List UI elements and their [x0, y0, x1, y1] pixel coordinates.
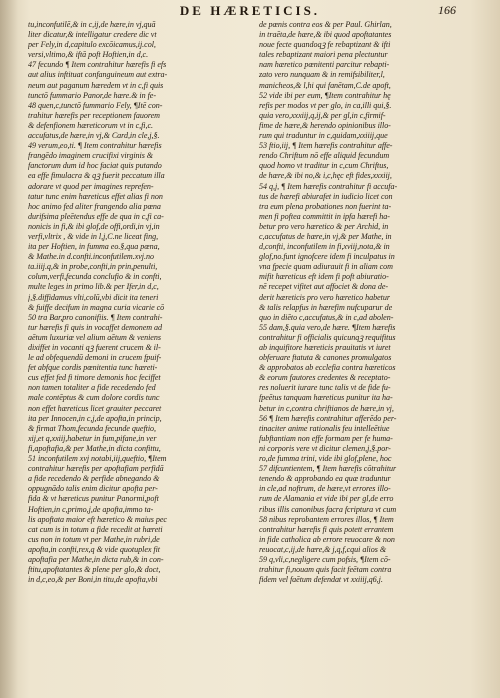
text-line: ftitu,apoftatantes & plene per glo,& doct, — [28, 565, 161, 575]
text-line: mifit hæreticus eft idem fi poft abiuratio- — [259, 272, 389, 282]
text-line: ni corporis vere vt dicitur clemen,j,§.por- — [259, 443, 391, 453]
text-line: cus non in totum vt per Mathe,in rubri,de — [28, 534, 160, 544]
text-line: d,confti, inconfutilem in fi,xviij,nota,& in — [259, 242, 390, 252]
text-line: & fuiffe decifum in magna curia vicarie cō — [28, 302, 165, 312]
text-line: fidem vel faētum defendat vt xxiiij,q6,j. — [259, 575, 383, 585]
text-line: aut alius inftituat confanguineum aut extra- — [28, 70, 168, 80]
text-line: fi,apoftafia,& per Mathe,in dicta confittu, — [28, 443, 161, 453]
text-line: noue fecte quandoqꝫ fe rebaptizant & ifti — [259, 40, 391, 50]
text-line: ro,de fumma trini, vide ibi glof,plene, hoc — [259, 454, 392, 464]
text-line: & firmat Thom,fecunda fecunde queftio, — [28, 423, 157, 433]
text-line: zato vero nunquam & in remifsibiliter,l, — [259, 70, 385, 80]
text-line: fet abfque cordis pœnitentia tunc hæreti- — [28, 363, 158, 373]
text-line: lis apoftata maior eft hæretico & maius pec — [28, 514, 167, 524]
running-title: DE HÆRETICIS. — [179, 3, 321, 18]
text-line: & talis relapfus in hærefim nufcuparur de — [259, 302, 393, 312]
text-line: in d,c,eo,& per Boni,in titu,de apofta,vbi — [28, 575, 158, 585]
text-line: tenendo & approbando ea quæ traduntur — [259, 474, 391, 484]
text-line: 49 verum,eo,ti. ¶ Item contrahitur hærefis — [28, 141, 162, 151]
text-line: nonicis in fi,& ibi glof,de offi,ordi,in vj,in — [28, 221, 160, 231]
text-line: oppugnādo talis enim dicitur apofta per- — [28, 484, 158, 494]
text-line: ita per Innocen,in c,j,de apofta,in princip, — [28, 413, 162, 423]
folio-number: 166 — [438, 3, 456, 17]
text-line: 52 vide ibi per eum, ¶Item contrahitur hę — [259, 90, 391, 100]
text-line: liter dicatur,& intelligatur credere dic vt — [28, 30, 157, 40]
text-line: Hoftien,in c,primo,j,de apofta,immo ta- — [28, 504, 154, 514]
text-line: rum de Alamania et vide ibi per gl,de erro — [259, 494, 394, 504]
text-line: 54 q,j, ¶ Item hærefis contrahitur fi accufa- — [259, 181, 398, 191]
text-line: refis per modos vt per glo, in ca,illi qui,§. — [259, 100, 392, 110]
text-line: cus effet fed fi timore demonis hoc feciffet — [28, 373, 161, 383]
text-line: trahitur fi,nouam quis facit feētam contra — [259, 565, 392, 575]
text-line: glof,no.funt ignofcere idem fi inculpatus in — [259, 252, 395, 262]
text-line: men fi poftea committit in ipfa hærefi ha- — [259, 211, 390, 221]
text-line: colum,verfi,fecunda conclufio & in confti, — [28, 272, 162, 282]
text-line: adorare vt quod per imagines reprefen- — [28, 181, 154, 191]
text-line: 47 fecundo ¶ Item contrahitur hærefis fi efs — [28, 60, 167, 70]
text-line: a fide recedendo & perfide abnegando & — [28, 474, 160, 484]
page-header — [0, 3, 500, 19]
text-line: fanctorum dum id hoc faciat quis putando — [28, 161, 162, 171]
text-line: trahitur hærefis per receptionem fauorem — [28, 110, 160, 120]
text-line: ita per Hoftien, in fumma eo.§,qua pœna, — [28, 242, 160, 252]
text-line: male contēptus & cum dolore cordis tunc — [28, 393, 160, 403]
text-line: c,accufatus de hære,in vj,& per Mathe, in — [259, 231, 392, 241]
text-line: apoftafia per Mathe,in dicta rub,& in con- — [28, 554, 164, 564]
text-line: obferuare ftatuta & canones promulgatos — [259, 353, 392, 363]
text-line: de pœnis contra eos & per Paul. Ghirlan, — [259, 20, 392, 29]
text-line: quia vero,xxxiij,q,ij,& per gl,in c,firmif- — [259, 110, 386, 120]
text-line: frangēdo imaginem crucifixi virginis & — [28, 151, 154, 161]
text-line: tales rebaptizant maiori pena plectuntur — [259, 50, 388, 60]
text-line: de hære,& ibi no,& i,c,hęc eft fides,xxxiij, — [259, 171, 392, 181]
text-line: & approbatos ab ecclefia contra hæreticos — [259, 363, 396, 373]
text-line: ab inquifitore hæreticis prauitatis vt iuret — [259, 343, 391, 352]
text-line: derit hæreticis pro vero hæretico habetur — [259, 292, 390, 302]
text-line: non effet hæreticus licet grauiter peccaret — [28, 403, 162, 413]
text-line: 58 nibus reprobantem errores illos, ¶ Item — [259, 514, 394, 524]
text-line: tatur tunc enim hæreticus effet alias fi non — [28, 191, 163, 201]
text-line: tinaciter anime rationalis feu intelleētiue — [259, 423, 390, 433]
text-line: tunctō fummario Panor,de hære.& in fe- — [28, 90, 156, 100]
text-line: vna fpecie quam adiurauit fi in aliam com — [259, 262, 393, 272]
text-line: 51 inconfutilem xvj notabi,iij,queftio, ¶Item — [28, 454, 167, 464]
text-line: aētum luxuriæ vel alium aētum & veniens — [28, 332, 161, 342]
text-line: rendo Chriftum nō effe aliquid fecundum — [259, 151, 390, 161]
text-line: 50 tra Bar,pro canonifiis. ¶ Item contrahi- — [28, 312, 163, 322]
text-line: nē recepet vifitet aut affociet & dona de- — [259, 282, 389, 292]
text-line: quod homo vt traditur in c,cum Chriftus, — [259, 161, 389, 171]
text-line: fime de hære,& herendo opinionibus illo- — [259, 120, 391, 130]
text-line: betur in c,contra chriftianos de hære,in vj, — [259, 403, 394, 413]
text-line: hoc animo fed aliter frangendo alia pœna — [28, 201, 161, 211]
text-line: per Fely,in d,capitulo excōicamus,ij.col, — [28, 40, 156, 50]
text-line: rum qui traduntur in c,quidam,xxiiij,que — [259, 131, 388, 141]
text-line: tur hærefis fi quis in vocaffet demonem ad — [28, 322, 163, 332]
text-line: fpeētus tanquam hæreticus punitur ita ha- — [259, 393, 393, 403]
text-line: in fide catholica ab errore reuocare & non — [259, 534, 395, 544]
text-line: multe leges in primo lib.& per Ifer,in d,c, — [28, 282, 159, 292]
text-line: in cle,ad noftrum, de hære,vt errores illo- — [259, 484, 391, 494]
text-line: j,§.diffidamus vlti,colū,vbi dicit ita teneri — [28, 292, 159, 302]
text-line: contrahitur fi officialis quicunqꝫ requifitus — [259, 332, 396, 342]
text-line: ea effe fimulacra & qꝫ fuerit peccatum illa — [28, 171, 165, 181]
text-line: le ad obfequendū demoni in crucem fpuif- — [28, 353, 162, 363]
text-line: 48 quen,c,tunctō fummario Fely, ¶Itē con- — [28, 100, 163, 110]
text-line: 59 q,vli,c,negligere cum pofsis, ¶Item cō- — [259, 554, 391, 564]
text-line: res noluerit iurare tunc talis vt de fide fu- — [259, 383, 391, 393]
text-line: in traēta,de hære,& ibi quod apoftatantes — [259, 30, 392, 40]
text-line: manicheos,& l,hi qui fanētam,C.de apoft, — [259, 80, 391, 90]
text-line: apofta,in confti,rex,q & vide quotuplex fit — [28, 544, 160, 554]
text-line: 55 dam,§.quia vero,de hære. ¶Item hærefis — [259, 322, 396, 332]
text-line: 57 difcuntientem, ¶ Item hærefis cōtrahitur — [259, 464, 397, 474]
text-line: ribus illis canonibus facra fcriptura vt cum — [259, 504, 397, 514]
text-line: tra eum plena probationes non fuerint ta- — [259, 201, 392, 211]
text-line: & defenfionem hæreticorum vt in c,fi,c. — [28, 120, 153, 130]
text-line: & Mathe.in d.confti.inconfutilem.xvj.no — [28, 252, 154, 262]
text-line: tus de hærefi abiurafet in iudicio licet con — [259, 191, 393, 201]
text-line: nam hæretico pœnitenti parcitur rebapti- — [259, 60, 390, 70]
text-line: xij,et q,xxiij,habetur in fum,pifane,in ver — [28, 433, 157, 443]
text-line: quo in diēto c,accufatus,& in c,ad abolen- — [259, 312, 394, 322]
text-line: & eorum fautores credentes & receptato- — [259, 373, 391, 383]
left-text-column — [28, 20, 240, 585]
text-line: verfi,vltrix , & vide in l,j,C.ne liceat fing, — [28, 231, 159, 241]
text-line: fida & vt hæreticus punitur Panormi,poft — [28, 494, 159, 504]
text-line: reuocat,c,ij,de hære,& j,q,f,cqui alios & — [259, 544, 387, 554]
text-line: contrahitur hærefis fi quis potett errantem — [259, 524, 394, 534]
text-line: fubftantiam non effe formam per fe huma- — [259, 433, 393, 443]
right-text-column — [259, 20, 471, 585]
text-line: tu,inconfutilē,& in c,ij,de hære,in vj,quā — [28, 20, 156, 29]
text-line: neum aut paganum hæredem vt in c,fi quis — [28, 80, 164, 90]
text-line: contrahitur hærefis per apoftafiam perfidā — [28, 464, 164, 474]
text-line: betur pro vero hæretico & per Archid, in — [259, 221, 389, 231]
text-line: 56 ¶ Item hærefis contrahitur afferēdo per- — [259, 413, 397, 423]
text-line: durifsima pleētendus effe de qua in c,fi ca- — [28, 211, 164, 221]
text-line: accufatus,de hære,in vj,& Card,in cle,j,§. — [28, 131, 160, 141]
text-line: non tamen totaliter a fide recedendo fed — [28, 383, 156, 393]
page-gutter-shadow — [0, 0, 18, 698]
text-line: cat cum is in totum a fide recedit at hæreti — [28, 524, 163, 534]
text-line: 53 ftio,iij, ¶ Item hærefis contrahitur affe- — [259, 141, 393, 151]
text-line: dixiffet in vocanti qꝫ fuerent crucem & il- — [28, 343, 161, 352]
text-line: ta.iiij.q,& in probe,confti,in prin,penulti, — [28, 262, 158, 272]
text-line: versi,vltimo,& iftā poft Hoftien,in d,c. — [28, 50, 149, 60]
